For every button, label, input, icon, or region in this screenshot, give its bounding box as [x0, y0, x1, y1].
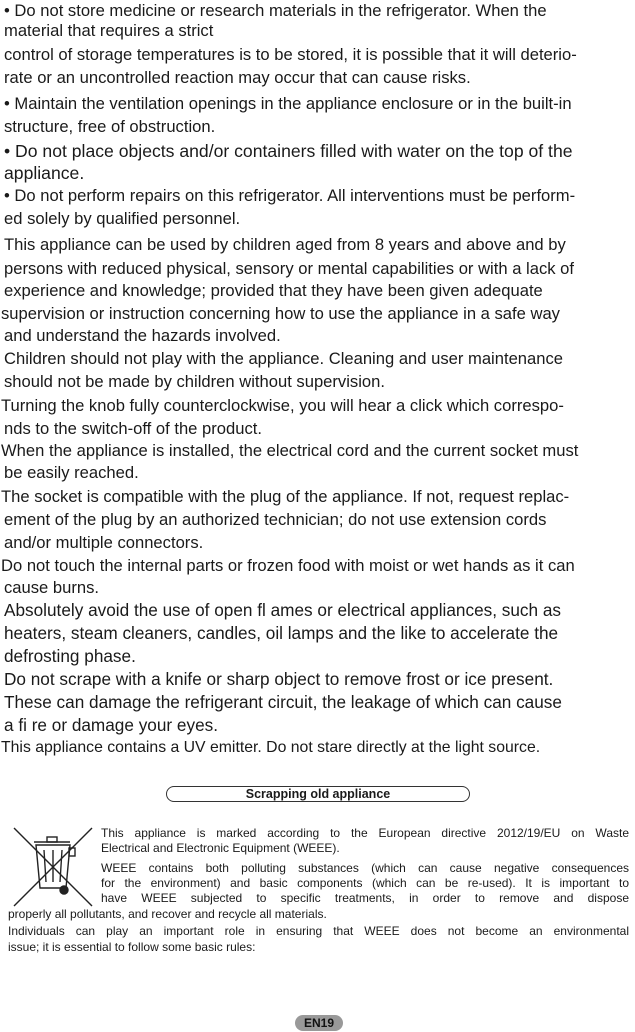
text-line: supervision or instruction concerning how to use the appliance in a safe way: [1, 304, 560, 323]
text-line: and/or multiple connectors.: [4, 533, 204, 552]
scrapping-text-line: properly all pollutants, and recover and recycle all materials.: [8, 907, 327, 921]
text-line: • Do not store medicine or research materials in the refrigerator. When the: [4, 1, 547, 20]
text-line: Children should not play with the appliance. Cleaning and user maintenance: [4, 349, 564, 368]
text-line: should not be made by children without supervision.: [4, 372, 385, 391]
scrapping-text-line: for the environment) and basic components (which can be re-used). It is important to: [101, 876, 629, 890]
text-line: control of storage temperatures is to be stored, it is possible that it will deterio-: [4, 45, 577, 64]
text-line: cause burns.: [4, 578, 100, 597]
scrapping-text-line: WEEE contains both polluting substances (which can cause negative consequences: [101, 861, 629, 875]
text-line: a fi re or damage your eyes.: [4, 715, 218, 735]
text-line: material that requires a strict: [4, 21, 214, 40]
text-line: heaters, steam cleaners, candles, oil lamps and the like to accelerate the: [4, 623, 559, 643]
text-line: The socket is compatible with the plug of the appliance. If not, request replac-: [1, 487, 570, 506]
text-line: When the appliance is installed, the electrical cord and the current socket must: [1, 441, 579, 460]
page-number-badge: EN19: [295, 1015, 343, 1031]
scrapping-text-line: Individuals can play an important role in ensuring that WEEE does not become an environmental: [8, 924, 629, 938]
text-line: Turning the knob fully counterclockwise, you will hear a click which correspo-: [1, 396, 564, 415]
text-line: • Do not place objects and/or containers filled with water on the top of the: [4, 141, 573, 161]
scrapping-text-line: This appliance is marked according to the European directive 2012/19/EU on Waste: [101, 826, 629, 840]
scrapping-text-line: issue; it is essential to follow some basic rules:: [8, 940, 256, 954]
text-line: experience and knowledge; provided that they have been given adequate: [4, 281, 543, 300]
section-title: Scrapping old appliance: [166, 786, 470, 802]
text-line: defrosting phase.: [4, 646, 136, 666]
text-line: persons with reduced physical, sensory or mental capabilities or with a lack of: [4, 259, 574, 278]
text-line: appliance.: [4, 163, 85, 183]
text-line: Do not touch the internal parts or frozen food with moist or wet hands as it can: [1, 556, 575, 575]
text-line: rate or an uncontrolled reaction may occur that can cause risks.: [4, 68, 471, 87]
text-line: ement of the plug by an authorized technician; do not use extension cords: [4, 510, 547, 529]
text-line: be easily reached.: [4, 463, 139, 482]
text-line: Absolutely avoid the use of open fl ames or electrical appliances, such as: [4, 600, 561, 620]
text-line: These can damage the refrigerant circuit, the leakage of which can cause: [4, 692, 562, 712]
scrapping-text-line: have WEEE subjected to specific treatments, in order to remove and dispose: [101, 891, 629, 905]
weee-bin-icon: [12, 826, 94, 908]
text-line: • Do not perform repairs on this refrigerator. All interventions must be perform-: [4, 186, 576, 205]
text-line: and understand the hazards involved.: [4, 326, 281, 345]
text-line: nds to the switch-off of the product.: [4, 419, 262, 438]
text-line: ed solely by qualified personnel.: [4, 209, 241, 228]
text-line: • Maintain the ventilation openings in the appliance enclosure or in the built-in: [4, 94, 572, 113]
text-line: structure, free of obstruction.: [4, 117, 216, 136]
scrapping-text-line: Electrical and Electronic Equipment (WEEE).: [101, 841, 340, 855]
text-line: This appliance contains a UV emitter. Do not stare directly at the light source.: [1, 739, 541, 756]
text-line: This appliance can be used by children aged from 8 years and above and by: [4, 235, 566, 254]
text-line: Do not scrape with a knife or sharp object to remove frost or ice present.: [4, 669, 554, 689]
